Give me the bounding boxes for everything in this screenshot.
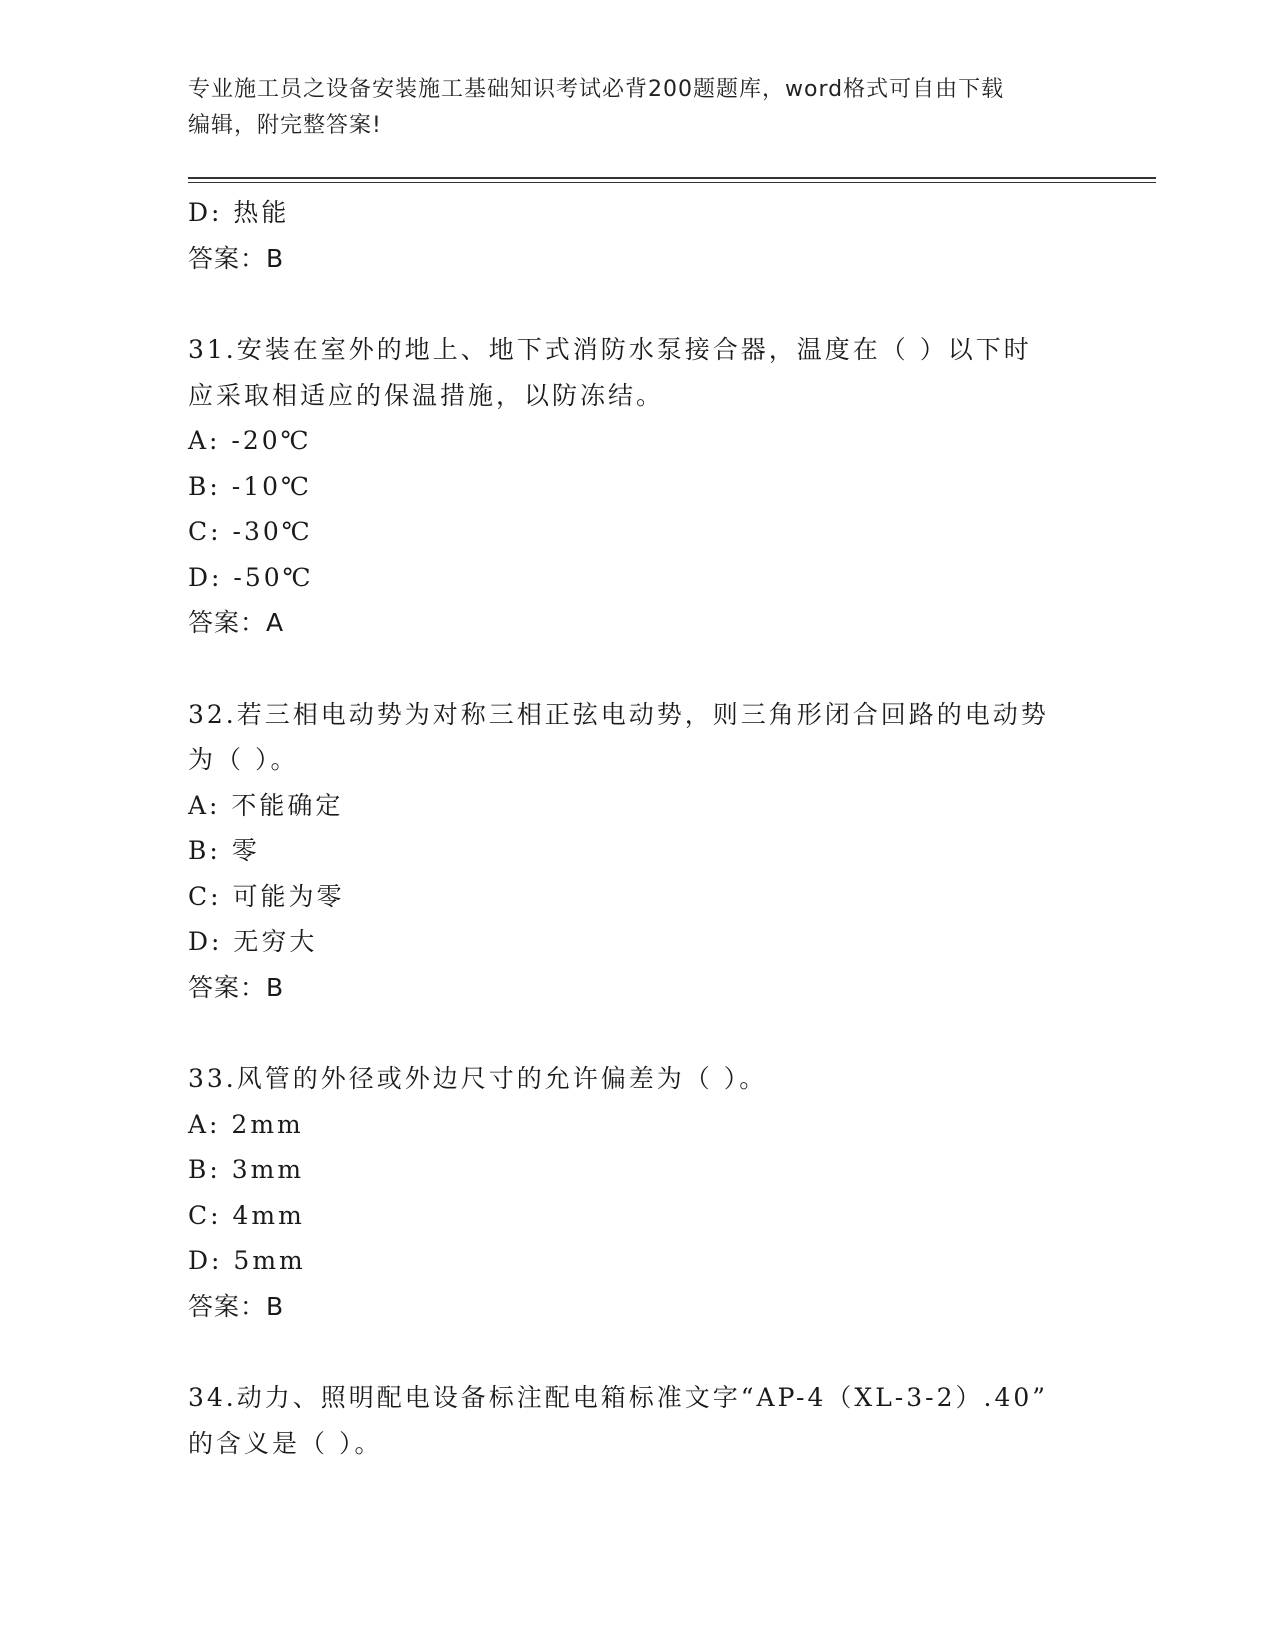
answer: 答案：B bbox=[188, 1291, 285, 1321]
question-31 bbox=[188, 327, 1088, 646]
option-d: D: 无穷大 bbox=[188, 927, 318, 956]
question-text-continued: 的含义是（ ）。 bbox=[188, 1428, 383, 1458]
option-a: A: 不能确定 bbox=[188, 790, 344, 820]
question-text-continued: 应采取相适应的保温措施，以防冻结。 bbox=[188, 380, 665, 410]
question-text-continued: 为（ ）。 bbox=[188, 745, 299, 774]
header-title-line-2: 编辑，附完整答案! bbox=[188, 113, 382, 138]
option-d: D: -50℃ bbox=[188, 562, 314, 592]
answer: 答案：A bbox=[188, 608, 285, 637]
question-32 bbox=[188, 692, 1088, 1011]
option-a: A: -20℃ bbox=[188, 426, 312, 455]
question-text: 34.动力、照明配电设备标注配电箱标准文字“AP-4（XL-3-2）.40” bbox=[188, 1383, 1049, 1412]
option-b: B: 3mm bbox=[188, 1155, 305, 1184]
question-text: 32.若三相电动势为对称三相正弦电动势，则三角形闭合回路的电动势 bbox=[188, 699, 1049, 729]
header-divider-thin bbox=[188, 182, 1156, 183]
option-b: B: 零 bbox=[188, 836, 260, 865]
header-title-line-1: 专业施工员之设备安装施工基础知识考试必背200题题库，word格式可自由下载 bbox=[188, 77, 1005, 102]
question-34 bbox=[188, 1375, 1088, 1466]
prev-question-answer: 答案：B bbox=[188, 243, 285, 273]
question-text: 31.安装在室外的地上、地下式消防水泵接合器，温度在（ ）以下时 bbox=[188, 335, 1032, 364]
option-d: D: 5mm bbox=[188, 1246, 306, 1275]
prev-question-option-d: D: 热能 bbox=[188, 198, 290, 227]
option-c: C: -30℃ bbox=[188, 517, 313, 546]
option-a: A: 2mm bbox=[188, 1109, 304, 1139]
answer: 答案：B bbox=[188, 972, 285, 1002]
document-header bbox=[188, 72, 1088, 144]
question-33 bbox=[188, 1056, 1088, 1329]
question-text: 33.风管的外径或外边尺寸的允许偏差为（ ）。 bbox=[188, 1064, 768, 1093]
header-divider-thick bbox=[188, 177, 1156, 179]
option-c: C: 4mm bbox=[188, 1200, 305, 1230]
question-content bbox=[188, 190, 1088, 1466]
option-b: B: -10℃ bbox=[188, 471, 312, 501]
option-c: C: 可能为零 bbox=[188, 881, 345, 911]
